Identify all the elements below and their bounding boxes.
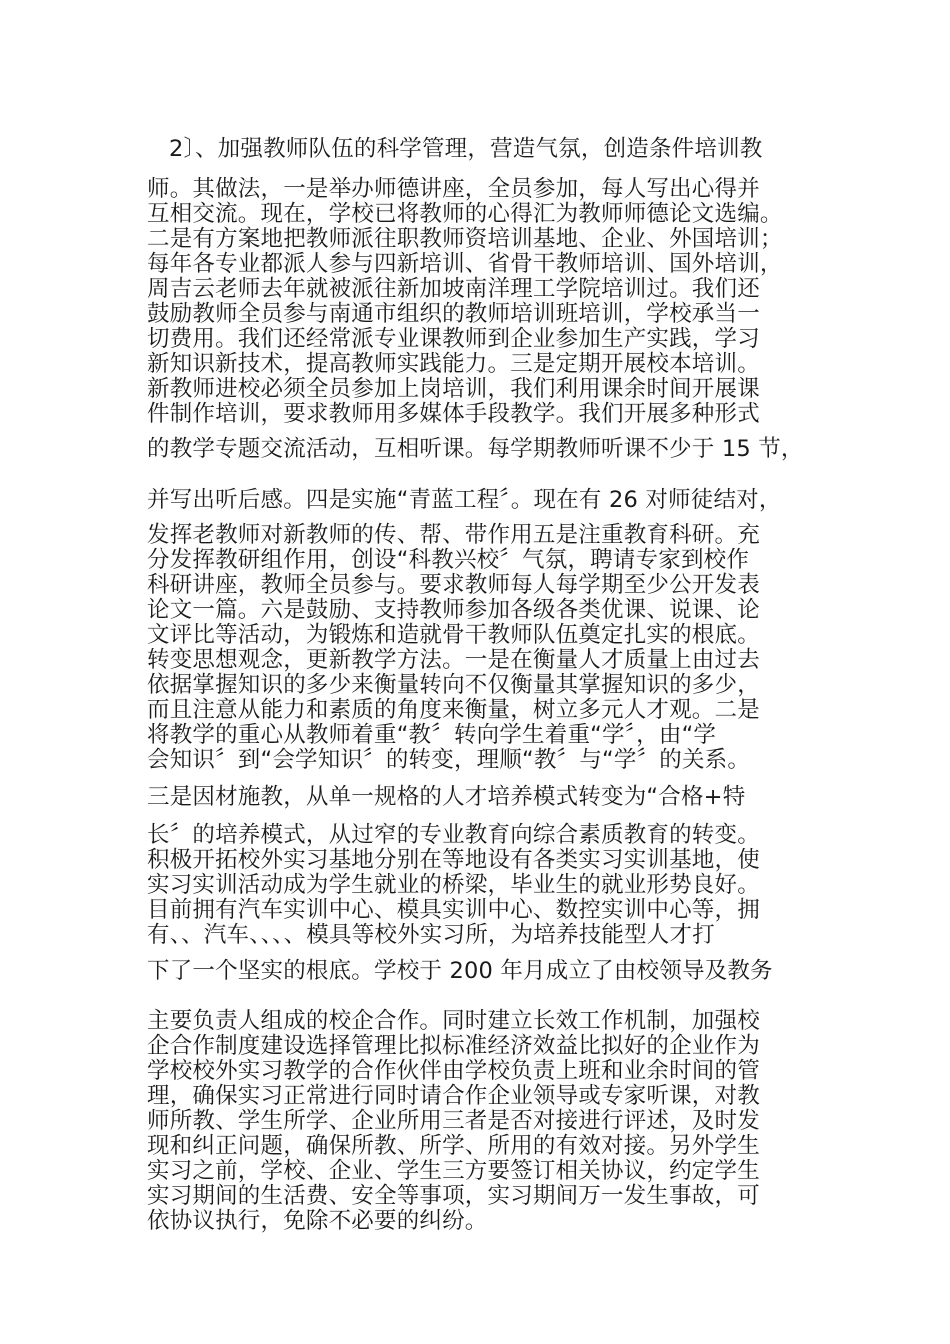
text-line-31: 主要负责人组成的校企合作。同时建立长效工作机制，加强校 — [147, 1008, 760, 1034]
text-line-36: 现和纠正问题，确保所教、所学、所用的有效对接。另外学生 — [147, 1133, 760, 1159]
text-line-14: 发挥老教师对新教师的传、帮、带作用五是注重教育科研。充 — [147, 522, 760, 548]
text-line-37: 实习之前，学校、企业、学生三方要签订相关协议，约定学生 — [147, 1158, 760, 1184]
text-line-23: 会知识〞到“会学知识〞的转变，理顺“教〞与“学〞的关系。 — [147, 747, 751, 773]
text-line-35: 师所教、学生所学、企业所用三者是否对接进行评述，及时发 — [147, 1108, 760, 1134]
text-line-8: 切费用。我们还经常派专业课教师到企业参加生产实践，学习 — [147, 326, 760, 352]
text-line-25: 长〞的培养模式，从过窄的专业教育向综合素质教育的转变。 — [147, 822, 760, 848]
text-line-28: 目前拥有汽车实训中心、模具实训中心、数控实训中心等，拥 — [147, 897, 760, 923]
text-line-16: 科研讲座，教师全员参与。要求教师每人每学期至少公开发表 — [147, 572, 760, 598]
text-line-1: 2〕、加强教师队伍的科学管理，营造气氛，创造条件培训教 — [169, 136, 763, 162]
text-line-21: 而且注意从能力和素质的角度来衡量，树立多元人才观。二是 — [147, 697, 760, 723]
text-line-20: 依据掌握知识的多少来衡量转向不仅衡量其掌握知识的多少， — [147, 672, 760, 698]
text-line-4: 二是有方案地把教师派往职教师资培训基地、企业、外国培训； — [147, 226, 783, 252]
text-line-30: 下了一个坚实的根底。学校于 200 年月成立了由校领导及教务 — [147, 958, 773, 984]
text-line-13: 并写出听后感。四是实施“青蓝工程〞。现在有 26 对师徒结对， — [147, 487, 782, 513]
text-line-3: 互相交流。现在，学校已将教师的心得汇为教师师德论文选编。 — [147, 201, 783, 227]
text-line-9: 新知识新技术，提高教师实践能力。三是定期开展校本培训。 — [147, 351, 760, 377]
text-line-32: 企合作制度建设选择管理比拟标准经济效益比拟好的企业作为 — [147, 1033, 760, 1059]
text-line-39: 依协议执行，免除不必要的纠纷。 — [147, 1208, 488, 1234]
text-line-26: 积极开拓校外实习基地分别在等地设有各类实习实训基地，使 — [147, 847, 760, 873]
text-line-10: 新教师进校必须全员参加上岗培训，我们利用课余时间开展课 — [147, 376, 760, 402]
text-line-22: 将教学的重心从教师着重“教〞转向学生着重“学〞，由“学 — [147, 722, 717, 748]
text-line-27: 实习实训活动成为学生就业的桥梁，毕业生的就业形势良好。 — [147, 872, 760, 898]
text-line-5: 每年各专业都派人参与四新培训、省骨干教师培训、国外培训， — [147, 251, 783, 277]
text-line-7: 鼓励教师全员参与南通市组织的教师培训班培训，学校承当一 — [147, 301, 760, 327]
text-line-29: 有、、汽车、、、、模具等校外实习所，为培养技能型人才打 — [147, 922, 715, 948]
text-line-38: 实习期间的生活费、安全等事项，实习期间万一发生事故，可 — [147, 1183, 760, 1209]
text-line-17: 论文一篇。六是鼓励、支持教师参加各级各类优课、说课、论 — [147, 597, 760, 623]
text-line-11: 件制作培训，要求教师用多媒体手段教学。我们开展多种形式 — [147, 401, 760, 427]
text-line-15: 分发挥教研组作用，创设“科教兴校〞气氛，聘请专家到校作 — [147, 547, 750, 573]
text-line-6: 周吉云老师去年就被派往新加坡南洋理工学院培训过。我们还 — [147, 276, 760, 302]
text-line-33: 学校校外实习教学的合作伙伴由学校负责上班和业余时间的管 — [147, 1058, 760, 1084]
text-line-34: 理，确保实习正常进行同时请合作企业领导或专家听课，对教 — [147, 1083, 760, 1109]
text-line-19: 转变思想观念，更新教学方法。一是在衡量人才质量上由过去 — [147, 647, 760, 673]
text-line-24: 三是因材施教，从单一规格的人才培养模式转变为“合格+特 — [147, 784, 746, 810]
text-line-12: 的教学专题交流活动，互相听课。每学期教师听课不少于 15 节， — [147, 436, 804, 462]
text-line-18: 文评比等活动，为锻炼和造就骨干教师队伍奠定扎实的根底。 — [147, 622, 760, 648]
text-line-2: 师。其做法，一是举办师德讲座，全员参加，每人写出心得并 — [147, 176, 760, 202]
